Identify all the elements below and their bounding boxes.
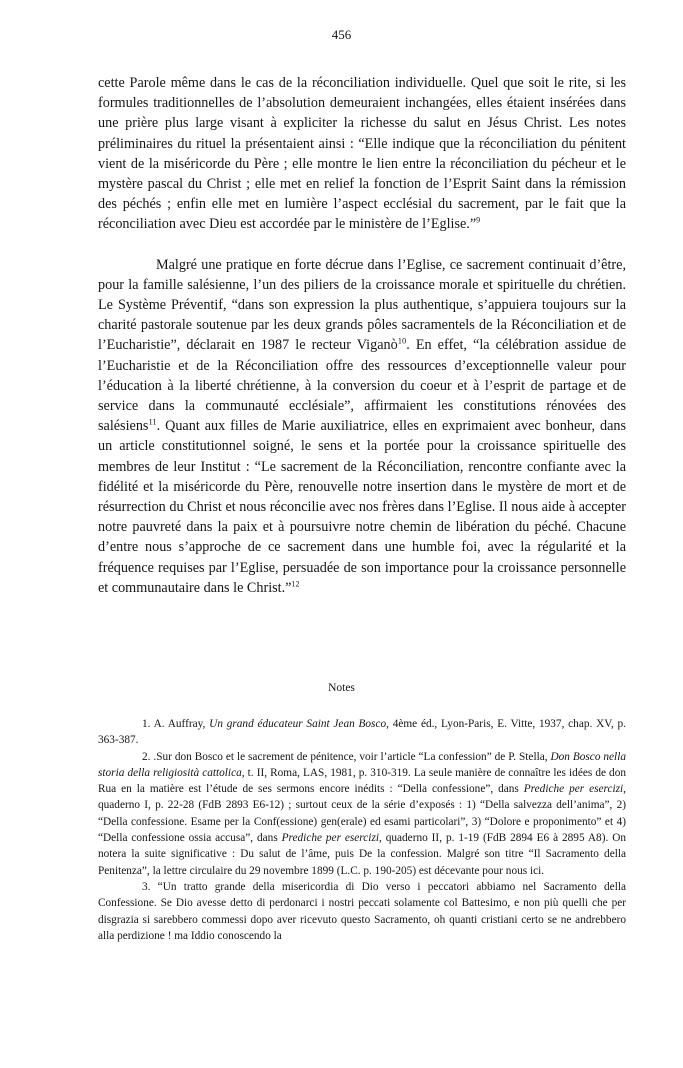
paragraph-2 [98, 255, 626, 598]
note-1-title: Un grand éducateur Saint Jean Bosco [209, 718, 387, 730]
paragraph-2-text-b: . En effet, “la célébration assidue de l’Eucharistie et de la Réconciliation offre des ressources d’exceptionnelle valeur pour l’éducation à la liberté chrétienne, à la conversion du coeur et à l’esprit de partage et de service dans la communauté ecclésiale”, affirmaient les constitutions rénovées des salésiens [98, 337, 626, 435]
note-1-pre: 1. A. Auffray, [142, 718, 210, 730]
note-3: 3. “Un tratto grande della misericordia di Dio verso i peccatori abbiamo nel Sacramento della Confessione. Se Dio avesse detto di perdonarci i nostri peccati solamente col Battesimo, e non più quelli che per disgrazia si sarebbero commessi dopo aver ricevuto questo Sacramento, oh quanti cristiani certo se ne andrebbero alla perdizione ! ma Iddio conoscendo la [98, 880, 626, 942]
note-2-pre: 2. .Sur don Bosco et le sacrement de pénitence, voir l’article “La confession” de P. Stella, [142, 750, 551, 763]
note-1 [98, 716, 626, 749]
footnote-ref-11: 11 [148, 416, 157, 427]
paragraph-2-text-c: . Quant aux filles de Marie auxiliatrice, elles en exprimaient avec bonheur, dans un article constitutionnel soigné, le sens et la portée pour la croissance spirituelle des membres de leur Institut : “Le sacrement de la Réconciliation, rencontre confiante avec la fidélité et la miséricorde du Père, renouvelle notre insertion dans le mystère de mort et de résurrection du Christ et nous réconcilie avec nos frères dans l’Eglise. Il nous aide à accepter notre pauvreté dans la paix et à poursuivre notre chemin de libération du péché. Chacune d’entre nous s’approche de ce sacrement dans une humble foi, avec la régularité et la fréquence requises par l’Eglise, persuadée de son importance pour la croissance personnelle et communautaire dans le Christ.” [98, 418, 626, 596]
footnote-ref-10: 10 [397, 335, 407, 346]
note-2-mid-2: , quaderno I, p. 22-28 (FdB 2893 E6-12) ; surtout ceux de la série d’exposés : 1) “Della salvezza dell’anima”, 2) “Della confessione. Esame per la Conf(essione) gen(erale) ed esami particolari”, 3) “Dolore e proponimento” et 4) “Della confessione ossia accusa”, dans [98, 783, 626, 845]
note-2-title-1: Don Bosco nella storia della religiosità cattolica [98, 750, 626, 779]
notes-section [98, 716, 626, 944]
note-2-title-2: Prediche per esercizi [523, 783, 624, 796]
note-2-mid-1: , t. II, Roma, LAS, 1981, p. 310-319. La seule manière de connaître les idées de don Rua en la matière est l’étude de ses sermons encore inédits : “Della confessione”, dans [98, 766, 627, 796]
footnote-ref-12: 12 [291, 579, 300, 589]
notes-title: Notes [328, 682, 355, 694]
paragraph-1 [98, 73, 626, 235]
page-number: 456 [331, 27, 352, 42]
paragraph-1-text: cette Parole même dans le cas de la réconciliation individuelle. Quel que soit le rite, si les formules traditionnelles de l’absolution demeuraient inchangées, elles étaient insérées dans une prière plus large visant à expliciter la richesse du salut en Jésus Christ. Les notes préliminaires du rituel la présentaient ainsi : “Elle indique que la réconciliation du pénitent vient de la miséricorde du Père ; elle montre le lien entre la réconciliation du pécheur et le mystère pascal du Christ ; elle met en relief la fonction de l’Esprit Saint dans la rémission des péchés ; enfin elle met en lumière l’aspect ecclésial du sacrement, par le fait que la réconciliation avec Dieu est accordée par le ministère de l’Eglise.” [98, 75, 626, 233]
note-2-title-3: Prediche per esercizi [281, 832, 379, 845]
note-1-post: , 4ème éd., Lyon-Paris, E. Vitte, 1937, chap. XV, p. 363-387. [98, 718, 627, 747]
note-2-post: , quaderno II, p. 1-19 (FdB 2894 E6 à 2895 A8). On notera la suite significative : Du salut de l’âme, puis De la confession. Malgré son titre “Il Sacramento della Penitenza”, la lettre circulaire du 29 novembre 1899 (L.C. p. 190-205) est décevante pour nous ici. [98, 832, 627, 877]
body-text [98, 73, 626, 598]
note-2 [98, 749, 626, 879]
paragraph-2-text-a: Malgré une pratique en forte décrue dans l’Eglise, ce sacrement continuait d’être, pour la famille salésienne, l’un des piliers de la croissance morale et spirituelle du chrétien. Le Système Préventif, “dans son expression la plus authentique, s’appuiera toujours sur la charité pastorale soutenue par les deux grands pôles sacramentels de la Réconciliation et de l’Eucharistie”, déclarait en 1987 le recteur Viganò [98, 256, 626, 354]
footnote-ref-9: 9 [476, 215, 481, 225]
